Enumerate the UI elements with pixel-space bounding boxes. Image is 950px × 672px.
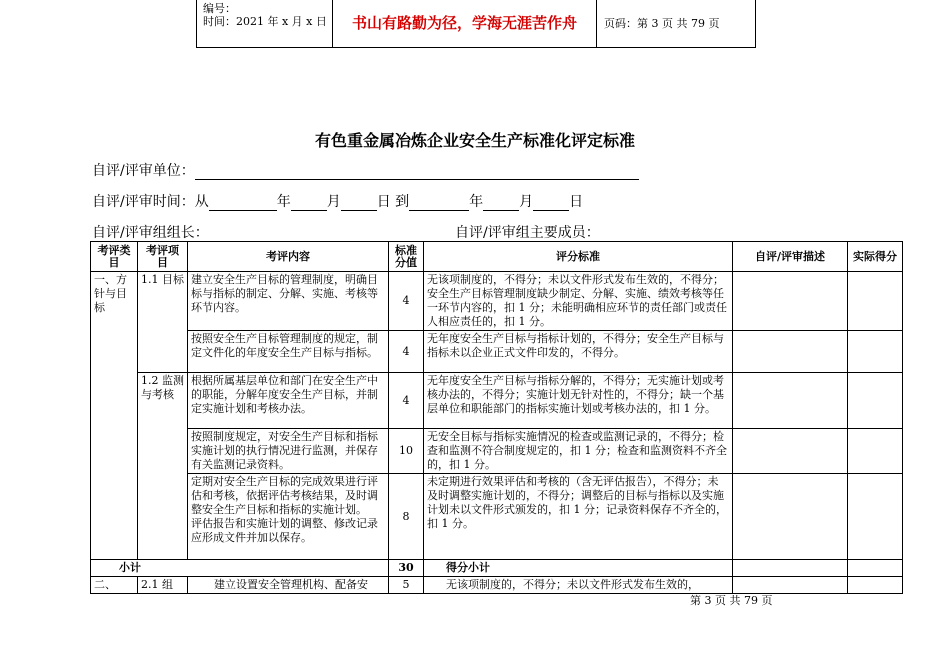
day-label: 日: [376, 194, 391, 210]
to-label: 到: [395, 194, 410, 210]
criteria-cell: 未定期进行效果评估和考核的（含无评估报告），不得分；未及时调整实施计划的，不得分；调整后的目标与指标以及实施计划未以文件形式颁发的，扣 1 分；记录资料保存不齐全的，扣 1 分。: [424, 474, 733, 560]
table-row: [91, 331, 903, 373]
col-header: 标准分值: [389, 242, 424, 272]
score-cell: 4: [389, 331, 424, 373]
score-cell: 10: [389, 429, 424, 474]
table-row: [91, 272, 903, 331]
content-cell: 建立设置安全管理机构、配备安: [188, 577, 389, 594]
leader-label: 自评/评审组组长：: [92, 225, 209, 241]
code-label: 编号：: [203, 2, 236, 15]
content-cell: 按照安全生产目标管理制度的规定，制定文件化的年度安全生产目标与指标。: [188, 331, 389, 373]
end-month-field[interactable]: [483, 196, 519, 211]
actual-score-cell[interactable]: [848, 272, 903, 331]
evaluation-cell[interactable]: [733, 560, 848, 577]
start-month-field[interactable]: [291, 196, 327, 211]
evaluation-cell[interactable]: [733, 474, 848, 560]
time-label: 时间：2021 年 x 月 x 日: [203, 15, 327, 28]
start-year-field[interactable]: [209, 196, 277, 211]
item-cell: 2.1 组: [138, 577, 188, 594]
actual-score-cell[interactable]: [848, 560, 903, 577]
table-row: [91, 577, 903, 594]
actual-score-cell[interactable]: [848, 331, 903, 373]
year-label: 年: [276, 194, 291, 210]
criteria-cell: 无该项制度的，不得分；未以文件形式发布生效的，不得分；安全生产目标管理制度缺少制定、分解、实施、绩效考核等任一环节内容的，扣 1 分；未能明确相应环节的责任部门或责任人相应责任的，扣 1 分。: [424, 272, 733, 331]
month-label: 月: [326, 194, 341, 210]
col-header: 考评类目: [91, 242, 138, 272]
unit-label: 自评/评审单位：: [92, 163, 195, 179]
category-cell: 二、: [91, 577, 138, 594]
evaluation-cell[interactable]: [733, 331, 848, 373]
month-label-2: 月: [519, 194, 534, 210]
evaluation-table: [90, 241, 903, 594]
page-label: 页码：第 3 页 共 79 页: [604, 17, 720, 30]
start-day-field[interactable]: [341, 196, 377, 211]
category-cell: 一、方针与目标: [91, 272, 138, 560]
evaluation-cell[interactable]: [733, 429, 848, 474]
criteria-cell: 无年度安全生产目标与指标计划的，不得分；安全生产目标与指标未以企业正式文件印发的，不得分。: [424, 331, 733, 373]
col-header: 实际得分: [848, 242, 903, 272]
end-year-field[interactable]: [409, 196, 469, 211]
leader-field[interactable]: [209, 227, 375, 242]
subtotal-row: [91, 560, 903, 577]
criteria-cell: 无安全目标与指标实施情况的检查或监测记录的，不得分；检查和监测不符合制度规定的，扣 1 分；检查和监测资料不齐全的，扣 1 分。: [424, 429, 733, 474]
content-cell: 根据所属基层单位和部门在安全生产中的职能，分解年度安全生产目标，并制定实施计划和考核办法。: [188, 373, 389, 429]
score-cell: 4: [389, 373, 424, 429]
members-line: [455, 222, 600, 242]
table-header-row: [91, 242, 903, 272]
actual-score-cell[interactable]: [848, 577, 903, 594]
day-label-2: 日: [569, 194, 584, 210]
unit-field[interactable]: [195, 165, 639, 180]
col-header: 考评项目: [138, 242, 188, 272]
item-cell: 1.1 目标: [138, 272, 188, 373]
score-cell: 4: [389, 272, 424, 331]
col-header: 自评/评审描述: [733, 242, 848, 272]
content-cell: 按照制度规定，对安全生产目标和指标实施计划的执行情况进行监测，并保存有关监测记录资料。: [188, 429, 389, 474]
actual-score-cell[interactable]: [848, 474, 903, 560]
subtotal-score: 30: [389, 560, 424, 577]
col-header: 评分标准: [424, 242, 733, 272]
criteria-cell: 无该项制度的，不得分；未以文件形式发布生效的，: [424, 577, 733, 594]
score-cell: 5: [389, 577, 424, 594]
item-cell: 1.2 监测与考核: [138, 373, 188, 560]
members-label: 自评/评审组主要成员：: [455, 225, 600, 241]
year-label-2: 年: [469, 194, 484, 210]
motto: 书山有路勤为径，学海无涯苦作舟: [333, 0, 597, 47]
table-row: [91, 474, 903, 560]
end-day-field[interactable]: [533, 196, 569, 211]
evaluation-cell[interactable]: [733, 373, 848, 429]
score-cell: 8: [389, 474, 424, 560]
page-title: 有色重金属冶炼企业安全生产标准化评定标准: [314, 131, 635, 150]
table-row: [91, 429, 903, 474]
leader-line: [92, 222, 375, 242]
header-meta: [197, 0, 333, 47]
table-row: [91, 373, 903, 429]
criteria-cell: 无年度安全生产目标与指标分解的，不得分；无实施计划或考核办法的，不得分；实施计划无针对性的，不得分；缺一个基层单位和职能部门的指标实施计划或考核办法的，扣 1 分。: [424, 373, 733, 429]
page-header: [196, 0, 756, 48]
unit-line: [92, 160, 639, 180]
subtotal-label: 小计: [91, 560, 389, 577]
page-footer: 第 3 页 共 79 页: [690, 594, 773, 607]
score-subtotal-label: 得分小计: [424, 560, 733, 577]
actual-score-cell[interactable]: [848, 373, 903, 429]
col-header: 考评内容: [188, 242, 389, 272]
content-cell: 定期对安全生产目标的完成效果进行评估和考核，依据评估考核结果，及时调整安全生产目标和指标的实施计划。 评估报告和实施计划的调整、修改记录应形成文件并加以保存。: [188, 474, 389, 560]
evaluation-cell[interactable]: [733, 272, 848, 331]
evaluation-cell[interactable]: [733, 577, 848, 594]
time-label: 自评/评审时间：从: [92, 194, 209, 210]
content-cell: 建立安全生产目标的管理制度，明确目标与指标的制定、分解、实施、考核等环节内容。: [188, 272, 389, 331]
actual-score-cell[interactable]: [848, 429, 903, 474]
time-line: [92, 191, 583, 211]
